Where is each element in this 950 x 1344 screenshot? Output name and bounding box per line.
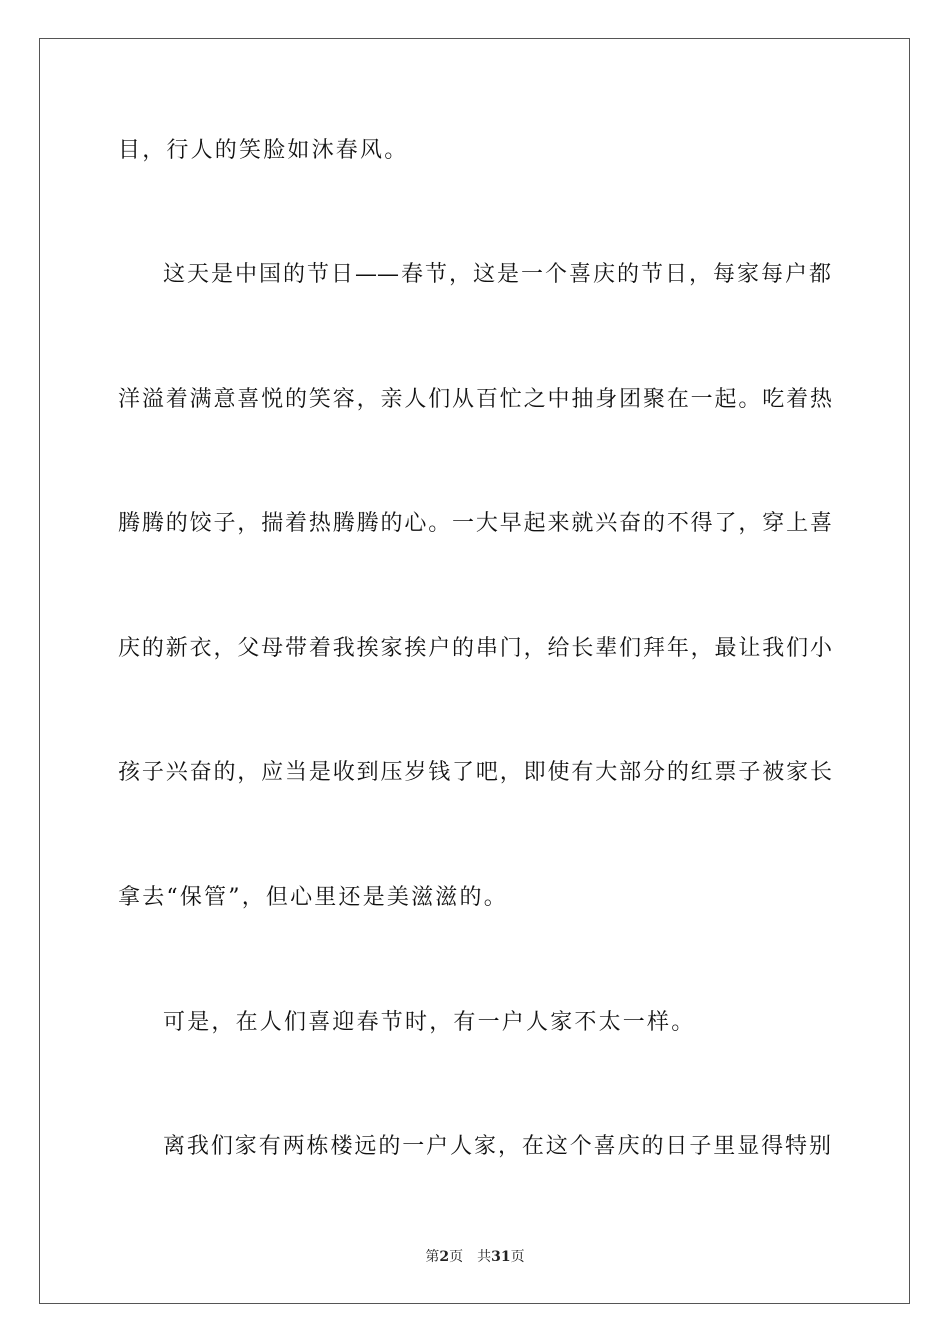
text-line-6: 孩子兴奋的，应当是收到压岁钱了吧，即使有大部分的红票子被家长	[118, 760, 832, 785]
total-suffix: 页	[510, 1249, 525, 1265]
text-line-4: 腾腾的饺子，揣着热腾腾的心。一大早起来就兴奋的不得了，穿上喜	[118, 511, 832, 536]
page-frame	[39, 38, 910, 1304]
text-line-9: 离我们家有两栋楼远的一户人家，在这个喜庆的日子里显得特别	[163, 1134, 831, 1159]
text-line-7: 拿去“保管”，但心里还是美滋滋的。	[118, 885, 508, 910]
total-pages: 31	[491, 1249, 511, 1265]
page-prefix: 第	[425, 1249, 440, 1265]
page-number: 2	[439, 1249, 450, 1265]
text-line-1: 目，行人的笑脸如沐春风。	[118, 138, 409, 163]
total-prefix: 共	[477, 1249, 492, 1265]
text-line-2: 这天是中国的节日——春节，这是一个喜庆的节日，每家每户都	[163, 262, 831, 287]
text-line-8: 可是，在人们喜迎春节时，有一户人家不太一样。	[163, 1010, 696, 1035]
page-footer	[0, 1247, 950, 1267]
page-suffix: 页	[449, 1249, 464, 1265]
text-line-3: 洋溢着满意喜悦的笑容，亲人们从百忙之中抽身团聚在一起。吃着热	[118, 387, 832, 412]
text-line-5: 庆的新衣，父母带着我挨家挨户的串门，给长辈们拜年，最让我们小	[118, 636, 832, 661]
